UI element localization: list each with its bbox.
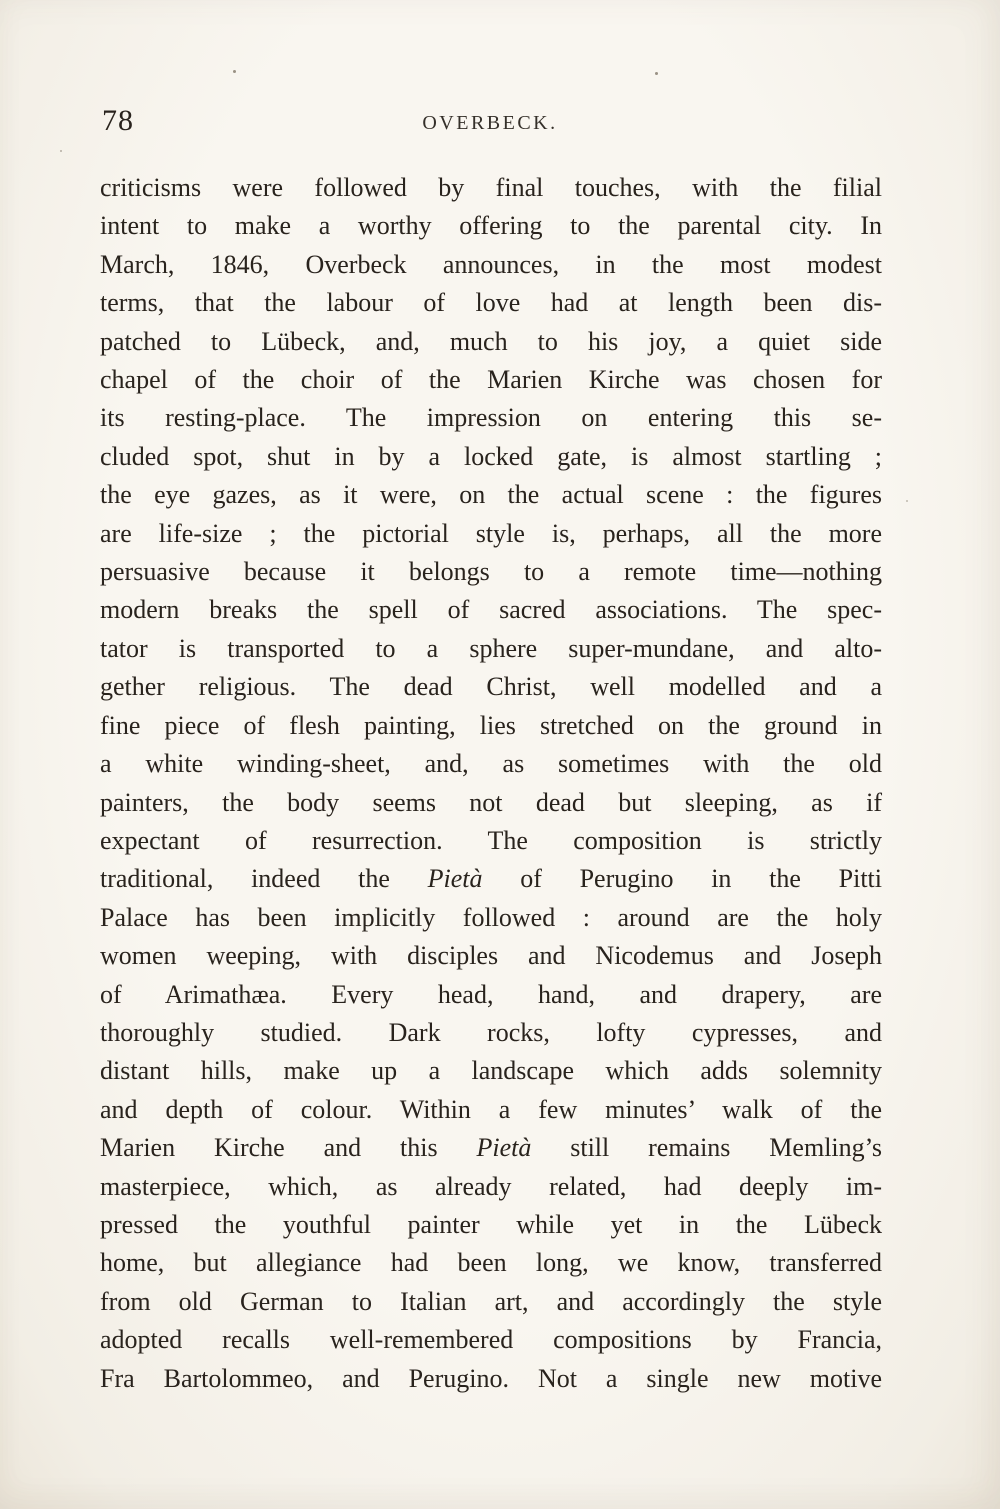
text-line: women weeping, with disciples and Nicodemus and Joseph (100, 941, 882, 971)
italic-text: Pietà (427, 864, 483, 894)
text-line: its resting-place. The impression on entering this se- (100, 403, 882, 433)
text-line: expectant of resurrection. The composition is strictly (100, 825, 882, 855)
text-line: terms, that the labour of love had at length been dis- (100, 288, 882, 318)
scan-speck (655, 72, 658, 75)
text-line: of Arimathæa. Every head, hand, and drapery, are (100, 979, 882, 1009)
text-line: criticisms were followed by final touches, with the filial (100, 173, 882, 202)
text-line: pressed the youthful painter while yet in the Lübeck (100, 1209, 882, 1239)
text-line: are life-size ; the pictorial style is, perhaps, all the more (100, 518, 882, 548)
text-line: from old German to Italian art, and accordingly the style (100, 1286, 882, 1316)
text-line: modern breaks the spell of sacred associations. The spec- (100, 595, 882, 625)
text-line: tator is transported to a sphere super-mundane, and alto- (100, 633, 882, 663)
text-line: Marien Kirche and this Pietà still remains Memling’s (100, 1133, 882, 1163)
body-text (100, 169, 882, 1398)
text-line: painters, the body seems not dead but sleeping, as if (100, 787, 882, 817)
text-line: fine piece of flesh painting, lies stretched on the ground in (100, 710, 882, 740)
text-line: intent to make a worthy offering to the parental city. In (100, 211, 882, 241)
italic-text: Pietà (476, 1133, 532, 1163)
text-line: March, 1846, Overbeck announces, in the most modest (100, 249, 882, 279)
text-line: chapel of the choir of the Marien Kirche was chosen for (100, 365, 882, 395)
text-line: masterpiece, which, as already related, had deeply im- (100, 1171, 882, 1201)
text-line: and depth of colour. Within a few minutes’ walk of the (100, 1094, 882, 1124)
text-line: distant hills, make up a landscape which adds solemnity (100, 1056, 882, 1086)
text-line: patched to Lübeck, and, much to his joy, a quiet side (100, 326, 882, 356)
text-line: Fra Bartolommeo, and Perugino. Not a single new motive (100, 1363, 882, 1393)
text-line: home, but allegiance had been long, we know, transferred (100, 1248, 882, 1278)
text-line: a white winding-sheet, and, as sometimes with the old (100, 749, 882, 779)
scan-speck (906, 500, 908, 502)
text-line: cluded spot, shut in by a locked gate, is almost startling ; (100, 441, 882, 471)
text-line: persuasive because it belongs to a remote time—nothing (100, 557, 882, 587)
text-line: thoroughly studied. Dark rocks, lofty cypresses, and (100, 1017, 882, 1047)
text-line: adopted recalls well-remembered compositions by Francia, (100, 1325, 882, 1355)
scan-speck (60, 150, 62, 152)
scan-speck (233, 70, 236, 73)
text-line: gether religious. The dead Christ, well modelled and a (100, 672, 882, 702)
text-line: Palace has been implicitly followed : around are the holy (100, 902, 882, 932)
page-number: 78 (102, 104, 134, 137)
text-line: the eye gazes, as it were, on the actual scene : the figures (100, 480, 882, 510)
text-line: traditional, indeed the Pietà of Perugino in the Pitti (100, 864, 882, 894)
running-header: OVERBECK. (422, 112, 558, 134)
page-header (100, 104, 880, 144)
